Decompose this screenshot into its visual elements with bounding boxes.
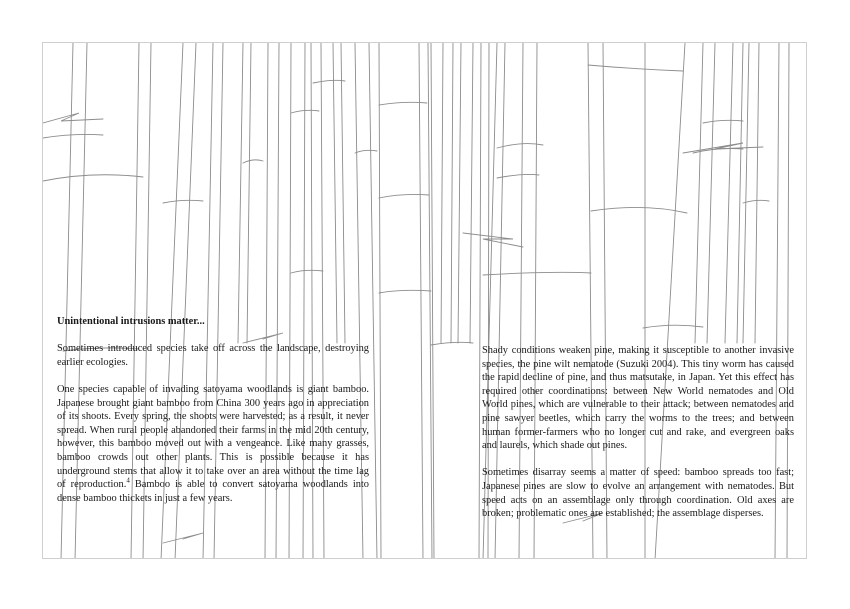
- book-spread: [42, 42, 807, 559]
- right-paragraph-2: Sometimes disarray seems a matter of speed: bamboo spreads too fast; Japanese pines are slow to evolve an arrangement with nematodes. But speed acts on an assemblage only through coordination. Old axes are broken; problematic ones are established; the assemblage disperses.: [482, 467, 794, 520]
- right-column: [482, 344, 794, 534]
- left-paragraph-2-end: Bamboo is able to convert satoyama woodlands into dense bamboo thickets in just a few years.: [57, 479, 369, 504]
- footnote-marker[interactable]: 4: [126, 476, 130, 485]
- left-paragraph-2-text: One species capable of invading satoyama woodlands is giant bamboo. Japanese brought giant bamboo from China 300 years ago in appreciation of its shoots. Every spring, the shoots were harvested; as a result, it never spread. When rural people abandoned their farms in the mid 20th century, however, this bamboo moved out with a vengeance. Like many grasses, bamboo crowds out other plants. This is possible because it has underground stems that allow it to take over an area without the time lag of reproduction.: [57, 383, 369, 491]
- left-paragraph-2: [57, 383, 369, 505]
- left-column: [57, 315, 369, 519]
- bamboo-nodes: [43, 65, 769, 351]
- left-paragraph-1: Sometimes introduced species take off across the landscape, destroying earlier ecologies.: [57, 343, 369, 368]
- section-heading: Unintentional intrusions matter...: [57, 316, 205, 327]
- right-paragraph-1: Shady conditions weaken pine, making it susceptible to another invasive species, the pine wilt nematode (Suzuki 2004). This tiny worm has caused the rapid decline of pine, and thus matsutake, in Japan. Yet this effect has required other coordinations: between New World nematodes and Old World pines, which are vulnerable to their attack; between nematodes and pine sawyer beetles, which carry the worms to the trees; and between human former-farmers who no longer cut and rake, and evergreen oaks and laurels, which shade out pines.: [482, 345, 794, 452]
